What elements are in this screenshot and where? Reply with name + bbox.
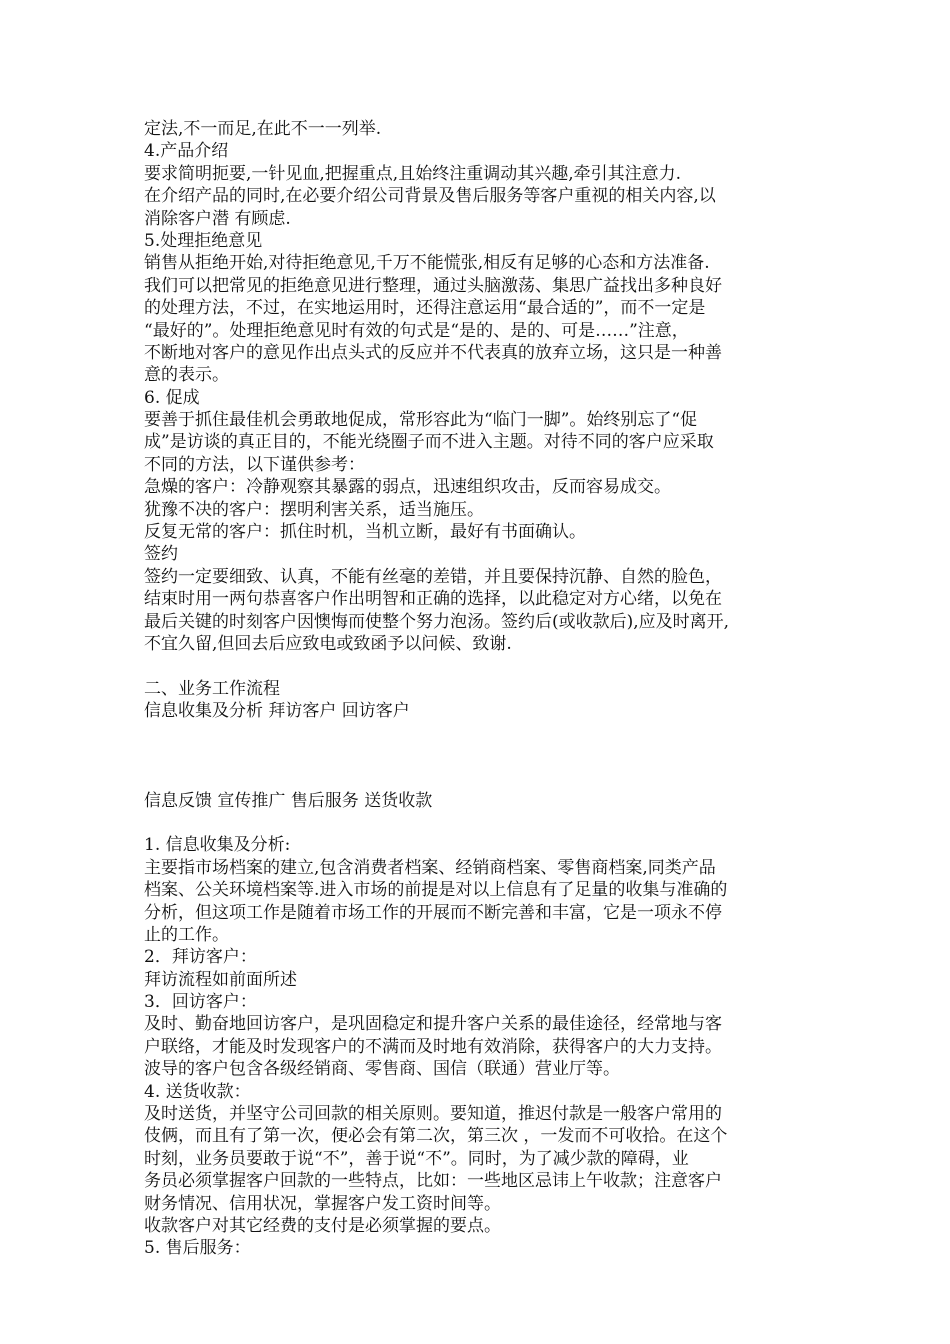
text-line: 要求简明扼要,一针见血,把握重点,且始终注重调动其兴趣,牵引其注意力. — [144, 163, 682, 184]
text-line: 收款客户对其它经费的支付是必须掌握的要点。 — [144, 1215, 501, 1236]
heading-delivery-payment: 4. 送货收款： — [144, 1081, 251, 1102]
section-d — [144, 834, 824, 1259]
spacer — [144, 812, 824, 834]
document-page — [144, 118, 824, 1260]
text-line: 犹豫不决的客户：摆明利害关系，适当施压。 — [144, 499, 484, 520]
workflow-row-1: 信息收集及分析 拜访客户 回访客户 — [144, 701, 410, 722]
heading-workflow: 二、业务工作流程 — [144, 678, 280, 699]
text-line: 档案、公关环境档案等.进入市场的前提是对以上信息有了足量的收集与准确的 — [144, 880, 728, 901]
text-line: 不断地对客户的意见作出点头式的反应并不代表真的放弃立场，这只是一种善 — [144, 342, 722, 363]
text-line: 急燥的客户：冷静观察其暴露的弱点，迅速组织攻击，反而容易成交。 — [144, 477, 671, 498]
heading-revisit-customer: 3．回访客户： — [144, 992, 257, 1013]
text-line: 要善于抓住最佳机会勇敢地促成，常形容此为“临门一脚”。始终别忘了“促 — [144, 410, 698, 431]
heading-visit-customer: 2．拜访客户： — [144, 947, 257, 968]
text-line: 消除客户潜 有顾虑. — [144, 208, 291, 229]
text-line: 成”是访谈的真正目的，不能光绕圈子而不进入主题。对待不同的客户应采取 — [144, 432, 714, 453]
text-line: 伎俩，而且有了第一次，便必会有第二次，第三次 ，一发而不可收拾。在这个 — [144, 1126, 728, 1147]
text-line: 及时送货，并坚守公司回款的相关原则。要知道，推迟付款是一般客户常用的 — [144, 1104, 722, 1125]
text-line: 在介绍产品的同时,在必要介绍公司背景及售后服务等客户重视的相关内容,以 — [144, 186, 716, 207]
text-line: 最后关键的时刻客户因懊悔而使整个努力泡汤。签约后(或收款后),应及时离开, — [144, 611, 730, 632]
spacer — [144, 723, 824, 790]
text-line: 波导的客户包含各级经销商、零售商、国信（联通）营业厅等。 — [144, 1059, 620, 1080]
text-line: 止的工作。 — [144, 924, 229, 945]
text-line: 不宜久留,但回去后应致电或致函予以问候、致谢. — [144, 633, 512, 654]
text-line: 时刻，业务员要敢于说“不”，善于说“不”。同时，为了减少款的障碍，业 — [144, 1148, 689, 1169]
text-line: 签约一定要细致、认真，不能有丝毫的差错，并且要保持沉静、自然的脸色， — [144, 566, 722, 587]
heading-after-sales: 5. 售后服务： — [144, 1238, 251, 1259]
text-line: 分析，但这项工作是随着市场工作的开展而不断完善和丰富，它是一项永不停 — [144, 902, 722, 923]
text-line: 意的表示。 — [144, 365, 229, 386]
section-b — [144, 678, 824, 723]
text-line: 及时、勤奋地回访客户，是巩固稳定和提升客户关系的最佳途径，经常地与客 — [144, 1014, 722, 1035]
text-line: 我们可以把常见的拒绝意见进行整理，通过头脑激荡、集思广益找出多种良好 — [144, 275, 722, 296]
text-line: 不同的方法，以下谨供参考： — [144, 454, 365, 475]
heading-product-intro: 4.产品介绍 — [144, 141, 229, 162]
spacer — [144, 655, 824, 677]
section-a — [144, 118, 824, 655]
text-line: 户联络，才能及时发现客户的不满而及时地有效消除，获得客户的大力支持。 — [144, 1036, 722, 1057]
text-line: 结束时用一两句恭喜客户作出明智和正确的选择，以此稳定对方心绪，以免在 — [144, 589, 722, 610]
section-c — [144, 790, 824, 812]
text-line: 销售从拒绝开始,对待拒绝意见,千万不能慌张,相反有足够的心态和方法准备. — [144, 253, 710, 274]
heading-info-collection: 1. 信息收集及分析: — [144, 835, 291, 856]
heading-handle-objections: 5.处理拒绝意见 — [144, 230, 263, 251]
heading-signing: 签约 — [144, 544, 178, 565]
text-line: 主要指市场档案的建立,包含消费者档案、经销商档案、零售商档案,同类产品 — [144, 857, 716, 878]
text-line: 定法,不一而足,在此不一一列举. — [144, 119, 382, 139]
text-line: 拜访流程如前面所述 — [144, 969, 297, 990]
heading-closing: 6. 促成 — [144, 387, 200, 408]
text-line: 的处理方法，不过，在实地运用时，还得注意运用“最合适的”，而不一定是 — [144, 298, 706, 319]
workflow-row-2: 信息反馈 宣传推广 售后服务 送货收款 — [144, 790, 433, 811]
text-line: 务员必须掌握客户回款的一些特点，比如：一些地区忌讳上午收款；注意客户 — [144, 1171, 722, 1192]
text-line: “最好的”。处理拒绝意见时有效的句式是“是的、是的、可是……”注意， — [144, 320, 689, 341]
text-line: 财务情况、信用状况，掌握客户发工资时间等。 — [144, 1193, 501, 1214]
text-line: 反复无常的客户：抓住时机，当机立断，最好有书面确认。 — [144, 522, 586, 543]
